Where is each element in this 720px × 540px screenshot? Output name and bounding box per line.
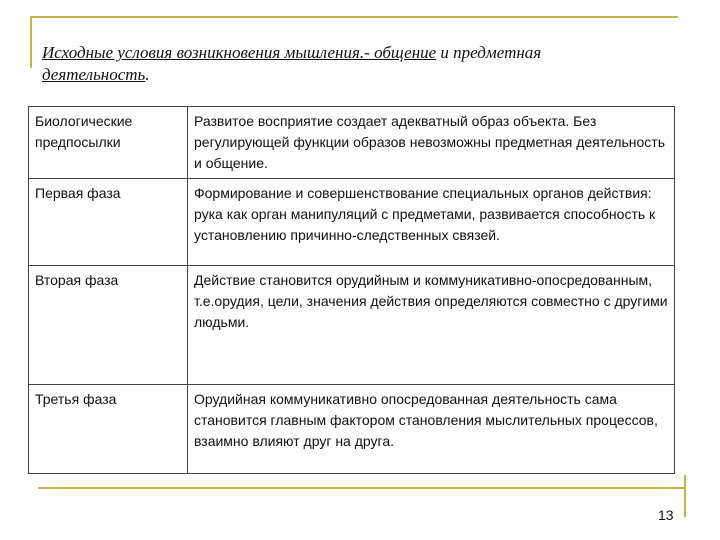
table-row bbox=[29, 266, 675, 385]
slide-title bbox=[42, 42, 720, 86]
row-label: Третья фаза bbox=[29, 385, 188, 474]
row-label: Первая фаза bbox=[29, 179, 188, 266]
row-text: Формирование и совершенствование специальных органов действия: рука как орган манипуляций с предметами, развивается способность к установлению причинно-следственных связей. bbox=[188, 179, 675, 266]
row-label: Вторая фаза bbox=[29, 266, 188, 385]
bottom-rule bbox=[38, 487, 686, 489]
title-part-4: деятельность bbox=[42, 65, 146, 84]
table-row bbox=[29, 385, 675, 474]
page-number: 13 bbox=[658, 507, 674, 523]
table-row bbox=[29, 107, 675, 179]
left-rule bbox=[30, 16, 32, 68]
row-label: Биологические предпосылки bbox=[29, 107, 188, 179]
phases-table bbox=[28, 106, 675, 474]
title-part-5: . bbox=[145, 65, 150, 84]
row-text: Действие становится орудийным и коммуникативно-опосредованным, т.е.орудия, цели, значения действия определяются совместно с другими людьми. bbox=[188, 266, 675, 385]
table-row bbox=[29, 179, 675, 266]
title-part-1: Исходные условия возникновения мышления.- bbox=[42, 43, 375, 62]
title-part-3: и предметная bbox=[436, 43, 542, 62]
title-part-2: общение bbox=[374, 43, 437, 62]
row-text: Развитое восприятие создает адекватный образ объекта. Без регулирующей функции образов невозможны предметная деятельность и общение. bbox=[188, 107, 675, 179]
right-rule bbox=[684, 475, 686, 517]
top-rule bbox=[30, 16, 678, 18]
row-text: Орудийная коммуникативно опосредованная деятельность сама становится главным фактором становления мыслительных процессов, взаимно влияют друг на друга. bbox=[188, 385, 675, 474]
